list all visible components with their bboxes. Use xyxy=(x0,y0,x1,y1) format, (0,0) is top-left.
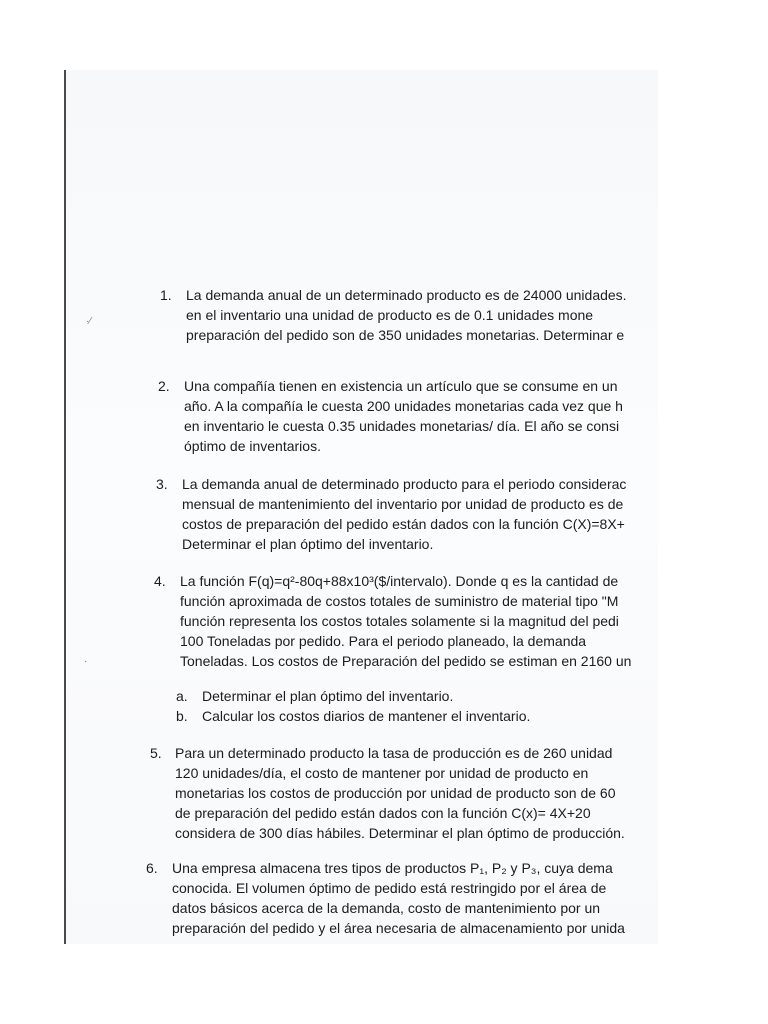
problem-number: 6. xyxy=(146,860,158,876)
problem-number: 5. xyxy=(150,745,162,761)
problem-line: monetarias los costos de producción por unidad de producto son de 60 xyxy=(175,785,616,801)
subitem-label: b. xyxy=(176,708,188,724)
subitem-list xyxy=(176,686,530,726)
problem-line: La demanda anual de un determinado producto es de 24000 unidades. xyxy=(186,287,627,303)
subitem xyxy=(176,686,530,706)
problem-line: La función F(q)=q²-80q+88x10³($/intervalo). Donde q es la cantidad de xyxy=(180,573,619,589)
scanned-page xyxy=(64,70,658,944)
problem-line: año. A la compañía le cuesta 200 unidades monetarias cada vez que h xyxy=(184,398,623,414)
problem-line: función representa los costos totales solamente si la magnitud del pedi xyxy=(180,613,619,629)
problem-line: La demanda anual de determinado producto para el periodo considerac xyxy=(182,476,627,492)
subitem-text: Calcular los costos diarios de mantener el inventario. xyxy=(202,708,531,724)
problem-line: 120 unidades/día, el costo de mantener por unidad de producto en xyxy=(175,765,589,781)
speck-mark: · xyxy=(84,656,88,667)
problem-number: 4. xyxy=(154,573,166,589)
problem-number: 3. xyxy=(156,476,168,492)
subitem-text: Determinar el plan óptimo del inventario. xyxy=(202,688,454,704)
problem-line: 100 Toneladas por pedido. Para el periodo planeado, la demanda xyxy=(180,633,587,649)
problem-line: considera de 300 días hábiles. Determinar el plan óptimo de producción. xyxy=(175,825,625,841)
problem-line: costos de preparación del pedido están dados con la función C(X)=8X+ xyxy=(182,516,625,532)
subitem-label: a. xyxy=(176,688,188,704)
problem-line: función aproximada de costos totales de suministro de material tipo "M xyxy=(180,593,619,609)
problem-number: 1. xyxy=(160,287,172,303)
problem-line: en inventario le cuesta 0.35 unidades monetarias/ día. El año se consi xyxy=(184,418,620,434)
problem-line: Para un determinado producto la tasa de producción es de 260 unidad xyxy=(175,745,613,761)
problem-line: Una empresa almacena tres tipos de productos P₁, P₂ y P₃, cuya dema xyxy=(172,860,613,876)
problem-line: preparación del pedido y el área necesaria de almacenamiento por unida xyxy=(172,920,625,936)
problem-line: Una compañía tienen en existencia un artículo que se consume en un xyxy=(184,378,618,394)
problem-line: de preparación del pedido están dados con la función C(x)= 4X+20 xyxy=(175,805,591,821)
problem-line: mensual de mantenimiento del inventario por unidad de producto es de xyxy=(182,496,624,512)
problem-line: en el inventario una unidad de producto es de 0.1 unidades mone xyxy=(186,307,594,323)
problem-line: óptimo de inventarios. xyxy=(184,438,321,454)
problem-line: preparación del pedido son de 350 unidades monetarias. Determinar e xyxy=(186,327,625,343)
subitem xyxy=(176,706,530,726)
problem-line: datos básicos acerca de la demanda, costo de mantenimiento por un xyxy=(172,900,601,916)
page-edge xyxy=(64,70,66,944)
problem-line: Toneladas. Los costos de Preparación del pedido se estiman en 2160 un xyxy=(180,653,632,669)
problem-line: conocida. El volumen óptimo de pedido está restringido por el área de xyxy=(172,880,607,896)
problem-number: 2. xyxy=(158,378,170,394)
speck-mark: ·⁄ xyxy=(86,316,91,327)
problem-line: Determinar el plan óptimo del inventario. xyxy=(182,536,434,552)
